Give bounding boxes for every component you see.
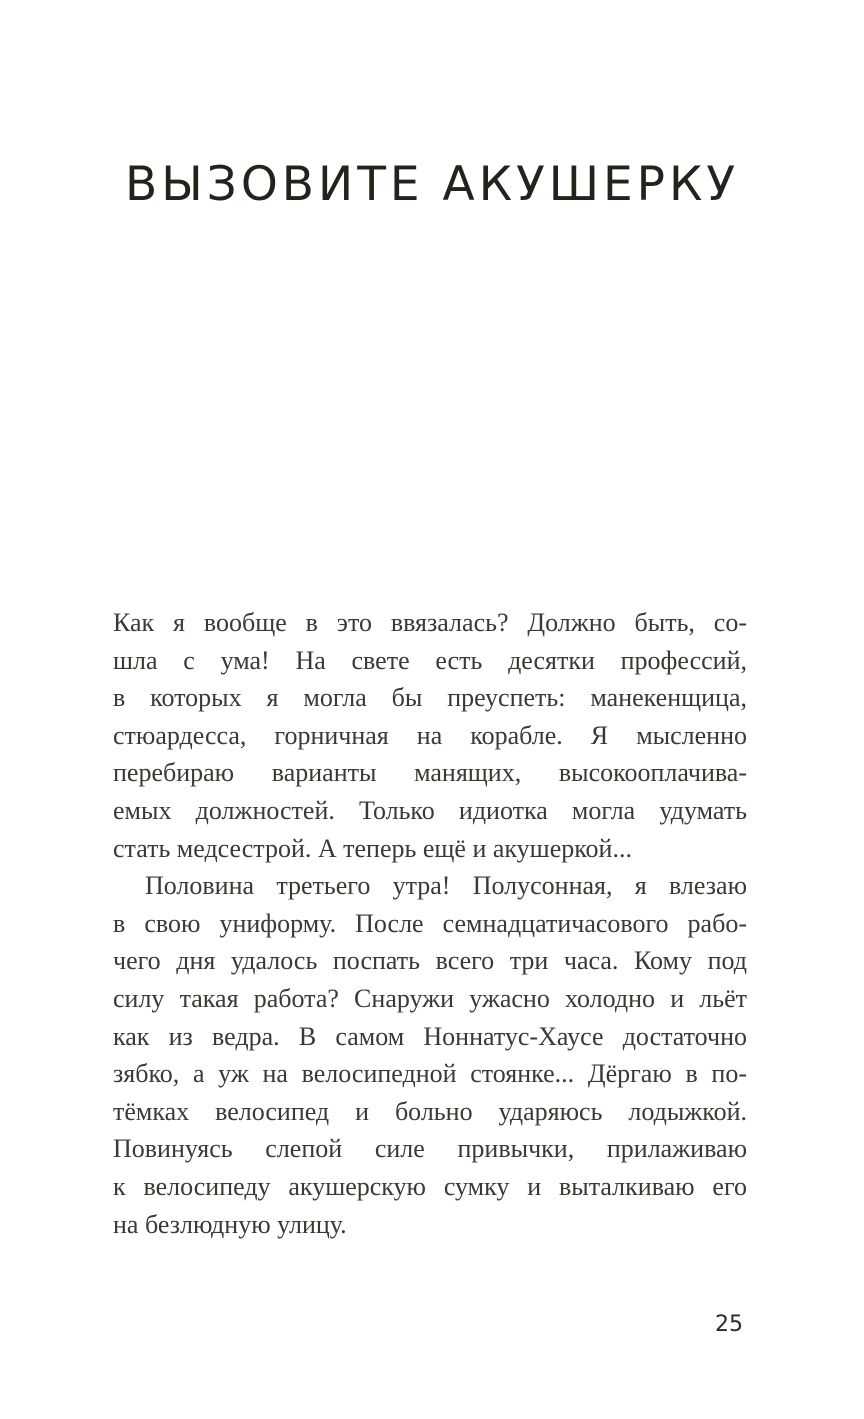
text-line: Как я вообще в это ввязалась? Должно быть, со-	[113, 608, 747, 637]
chapter-title: ВЫЗОВИТЕ АКУШЕРКУ	[124, 157, 740, 212]
text-line: шла с ума! На свете есть десятки профессий,	[113, 645, 747, 675]
text-line: стать медсестрой. А теперь ещё и акушеркой...	[113, 833, 632, 863]
text-line: перебираю варианты манящих, высокооплачива-	[113, 758, 747, 788]
text-line: в которых я могла бы преуспеть: манекенщица,	[113, 683, 747, 713]
text-line: в свою униформу. После семнадцатичасового рабо-	[113, 908, 747, 938]
paragraph	[113, 867, 747, 1243]
body-text	[113, 604, 747, 1243]
text-line: чего дня удалось поспать всего три часа. Кому под	[113, 946, 747, 976]
paragraph	[113, 604, 747, 867]
text-line: Половина третьего утра! Полусонная, я влезаю	[145, 871, 747, 901]
text-line: зябко, а уж на велосипедной стоянке... Дёргаю в по-	[113, 1059, 747, 1089]
text-line: тёмках велосипед и больно ударяюсь лодыжкой.	[113, 1096, 747, 1126]
text-line: емых должностей. Только идиотка могла удумать	[113, 795, 747, 825]
text-line: стюардесса, горничная на корабле. Я мысленно	[113, 720, 747, 750]
page-number: 25	[715, 1312, 743, 1337]
text-line: к велосипеду акушерскую сумку и выталкиваю его	[113, 1171, 747, 1201]
text-line: как из ведра. В самом Ноннатус-Хаусе достаточно	[113, 1021, 747, 1051]
text-line: Повинуясь слепой силе привычки, прилаживаю	[113, 1134, 747, 1164]
text-line: на безлюдную улицу.	[113, 1209, 347, 1239]
text-line: силу такая работа? Снаружи ужасно холодно и льёт	[113, 983, 747, 1013]
